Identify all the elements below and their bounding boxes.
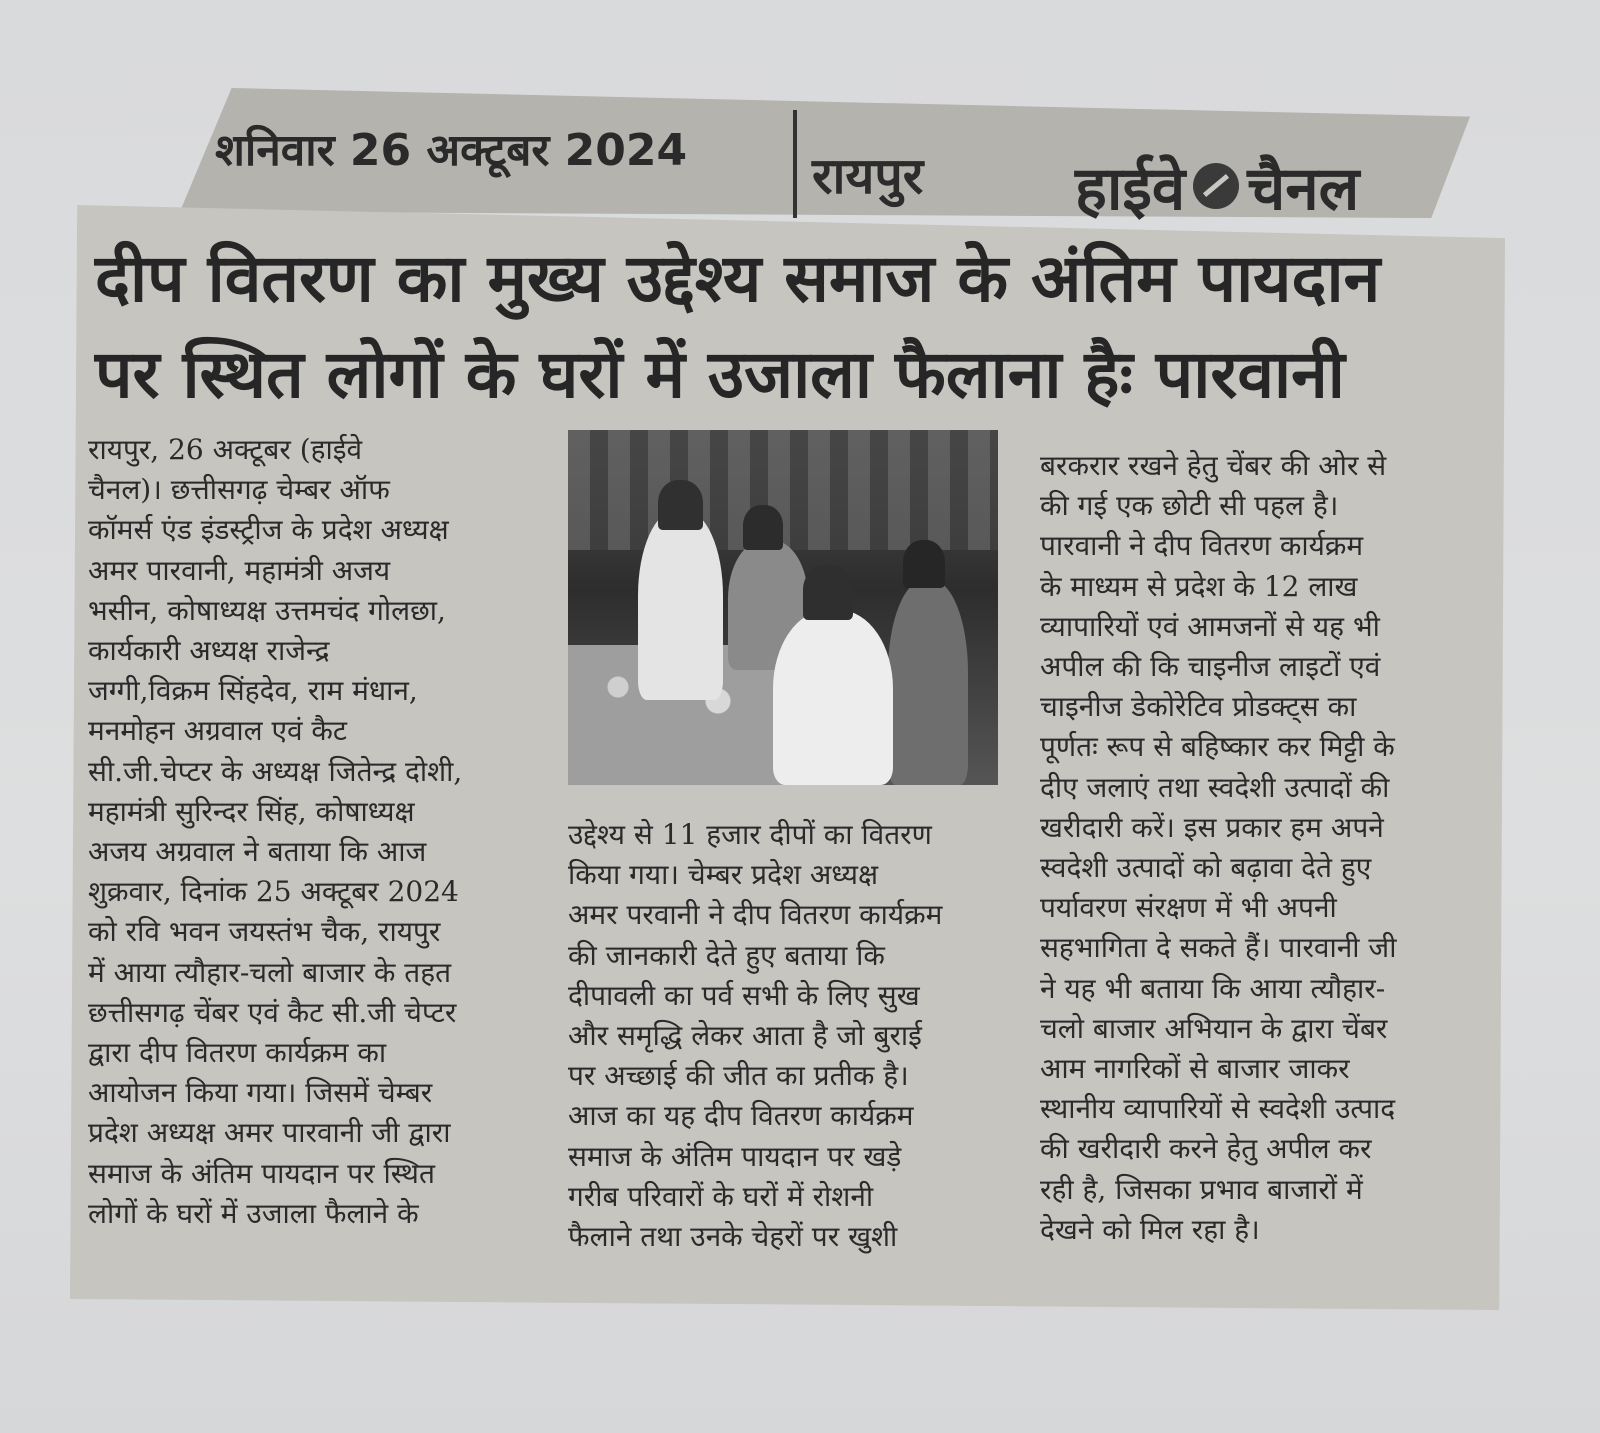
article-text-line: कॉमर्स एंड इंडस्ट्रीज के प्रदेश अध्यक्ष [88,513,449,547]
photo-person [638,510,723,700]
article-text-line: चलो बाजार अभियान के द्वारा चेंबर [1040,1011,1388,1045]
article-text-line: भसीन, कोषाध्यक्ष उत्तमचंद गोलछा, [88,593,446,627]
article-text-line: प्रदेश अध्यक्ष अमर पारवानी जी द्वारा [88,1116,451,1150]
article-text-line: शुक्रवार, दिनांक 25 अक्टूबर 2024 [88,875,459,909]
article-text-line: की जानकारी देते हुए बताया कि [568,938,885,972]
article-text-line: और समृद्धि लेकर आता है जो बुराई [568,1019,922,1053]
article-text-line: फैलाने तथा उनके चेहरों पर खुशी [568,1220,898,1254]
article-text-line: पर अच्छाई की जीत का प्रतीक है। [568,1059,909,1093]
article-text-line: व्यापारियों एवं आमजनों से यह भी [1040,609,1380,643]
article-column-3 [1040,446,1475,1250]
article-text-line: दीए जलाएं तथा स्वदेशी उत्पादों की [1040,770,1390,804]
article-text-line: जग्गी,विक्रम सिंहदेव, राम मंधान, [88,674,418,708]
article-photo [568,430,998,785]
article-text-line: खरीदारी करें। इस प्रकार हम अपने [1040,810,1384,844]
article-text-line: सी.जी.चेप्टर के अध्यक्ष जितेन्द्र दोशी, [88,754,463,788]
article-text-line: रायपुर, 26 अक्टूबर (हाईवे [88,433,363,466]
photo-person-head [903,540,945,588]
article-text-line: अमर परवानी ने दीप वितरण कार्यक्रम [568,898,943,932]
logo-emblem-icon [1193,163,1239,209]
article-text-line: अमर पारवानी, महामंत्री अजय [88,553,391,587]
article-text-line: समाज के अंतिम पायदान पर खड़े [568,1139,902,1173]
photo-person-head [743,505,783,550]
article-text-line: किया गया। चेम्बर प्रदेश अध्यक्ष [568,858,879,892]
photo-person-head [658,480,703,530]
article-text-line: देखने को मिल रहा है। [1040,1212,1260,1246]
article-text-line: स्वदेशी उत्पादों को बढ़ावा देते हुए [1040,851,1372,885]
article-text-line: आयोजन किया गया। जिसमें चेम्बर [88,1076,433,1110]
article-text-line: उद्देश्य से 11 हजार दीपों का वितरण [568,818,932,851]
article-text-line: मनमोहन अग्रवाल एवं कैट [88,714,348,748]
article-text-line: दीपावली का पर्व सभी के लिए सुख [568,978,920,1012]
photo-person [888,580,968,785]
photo-tent-decoration [568,430,998,550]
article-text-line: चाइनीज डेकोरेटिव प्रोडक्ट्स का [1040,690,1357,724]
article-text-line: कार्यकारी अध्यक्ष राजेन्द्र [88,634,330,668]
headline-line: दीप वितरण का मुख्य उद्देश्य समाज के अंतिम पायदान [95,239,1381,317]
masthead-date: शनिवार 26 अक्टूबर 2024 [215,125,688,176]
article-text-line: महामंत्री सुरिन्दर सिंह, कोषाध्यक्ष [88,794,415,828]
photo-person [773,610,893,785]
article-text-line: समाज के अंतिम पायदान पर स्थित [88,1156,435,1190]
article-text-line: को रवि भवन जयस्तंभ चैक, रायपुर [88,915,441,949]
article-text-line: आम नागरिकों से बाजार जाकर [1040,1052,1350,1086]
article-text-line: चैनल)। छत्तीसगढ़ चेम्बर ऑफ [88,473,390,507]
article-column-2 [568,815,1000,1257]
article-text-line: में आया त्यौहार-चलो बाजार के तहत [88,955,452,989]
article-text-line: अजय अग्रवाल ने बताया कि आज [88,835,427,869]
article-text-line: सहभागिता दे सकते हैं। पारवानी जी [1040,931,1397,965]
article-text-line: रही है, जिसका प्रभाव बाजारों में [1040,1172,1363,1206]
article-text-line: द्वारा दीप वितरण कार्यक्रम का [88,1036,387,1070]
article-text-line: स्थानीय व्यापारियों से स्वदेशी उत्पाद [1040,1092,1396,1126]
photo-person-head [803,565,853,620]
logo-left-text: हाईवे [1075,154,1186,224]
article-text-line: गरीब परिवारों के घरों में रोशनी [568,1179,874,1213]
masthead-divider [793,110,797,218]
newspaper-logo [1075,145,1359,227]
article-text-line: की गई एक छोटी सी पहल है। [1040,489,1339,523]
article-text-line: बरकरार रखने हेतु चेंबर की ओर से [1040,449,1387,482]
article-text-line: पूर्णतः रूप से बहिष्कार कर मिट्टी के [1040,730,1395,764]
article-column-1 [88,430,528,1234]
article-text-line: ने यह भी बताया कि आया त्यौहार- [1040,971,1386,1005]
article-text-line: आज का यह दीप वितरण कार्यक्रम [568,1099,914,1133]
article-text-line: पारवानी ने दीप वितरण कार्यक्रम [1040,529,1364,563]
article-text-line: के माध्यम से प्रदेश के 12 लाख [1040,569,1358,603]
article-text-line: अपील की कि चाइनीज लाइटों एवं [1040,650,1381,684]
masthead-city: रायपुर [812,147,924,205]
logo-right-text: चैनल [1247,154,1360,224]
headline-line: पर स्थित लोगों के घरों में उजाला फैलाना हैः पारवानी [95,335,1345,413]
article-headline [95,230,1485,422]
article-text-line: पर्यावरण संरक्षण में भी अपनी [1040,891,1337,925]
article-text-line: छत्तीसगढ़ चेंबर एवं कैट सी.जी चेप्टर [88,995,457,1029]
article-text-line: की खरीदारी करने हेतु अपील कर [1040,1132,1372,1166]
article-text-line: लोगों के घरों में उजाला फैलाने के [88,1196,419,1230]
